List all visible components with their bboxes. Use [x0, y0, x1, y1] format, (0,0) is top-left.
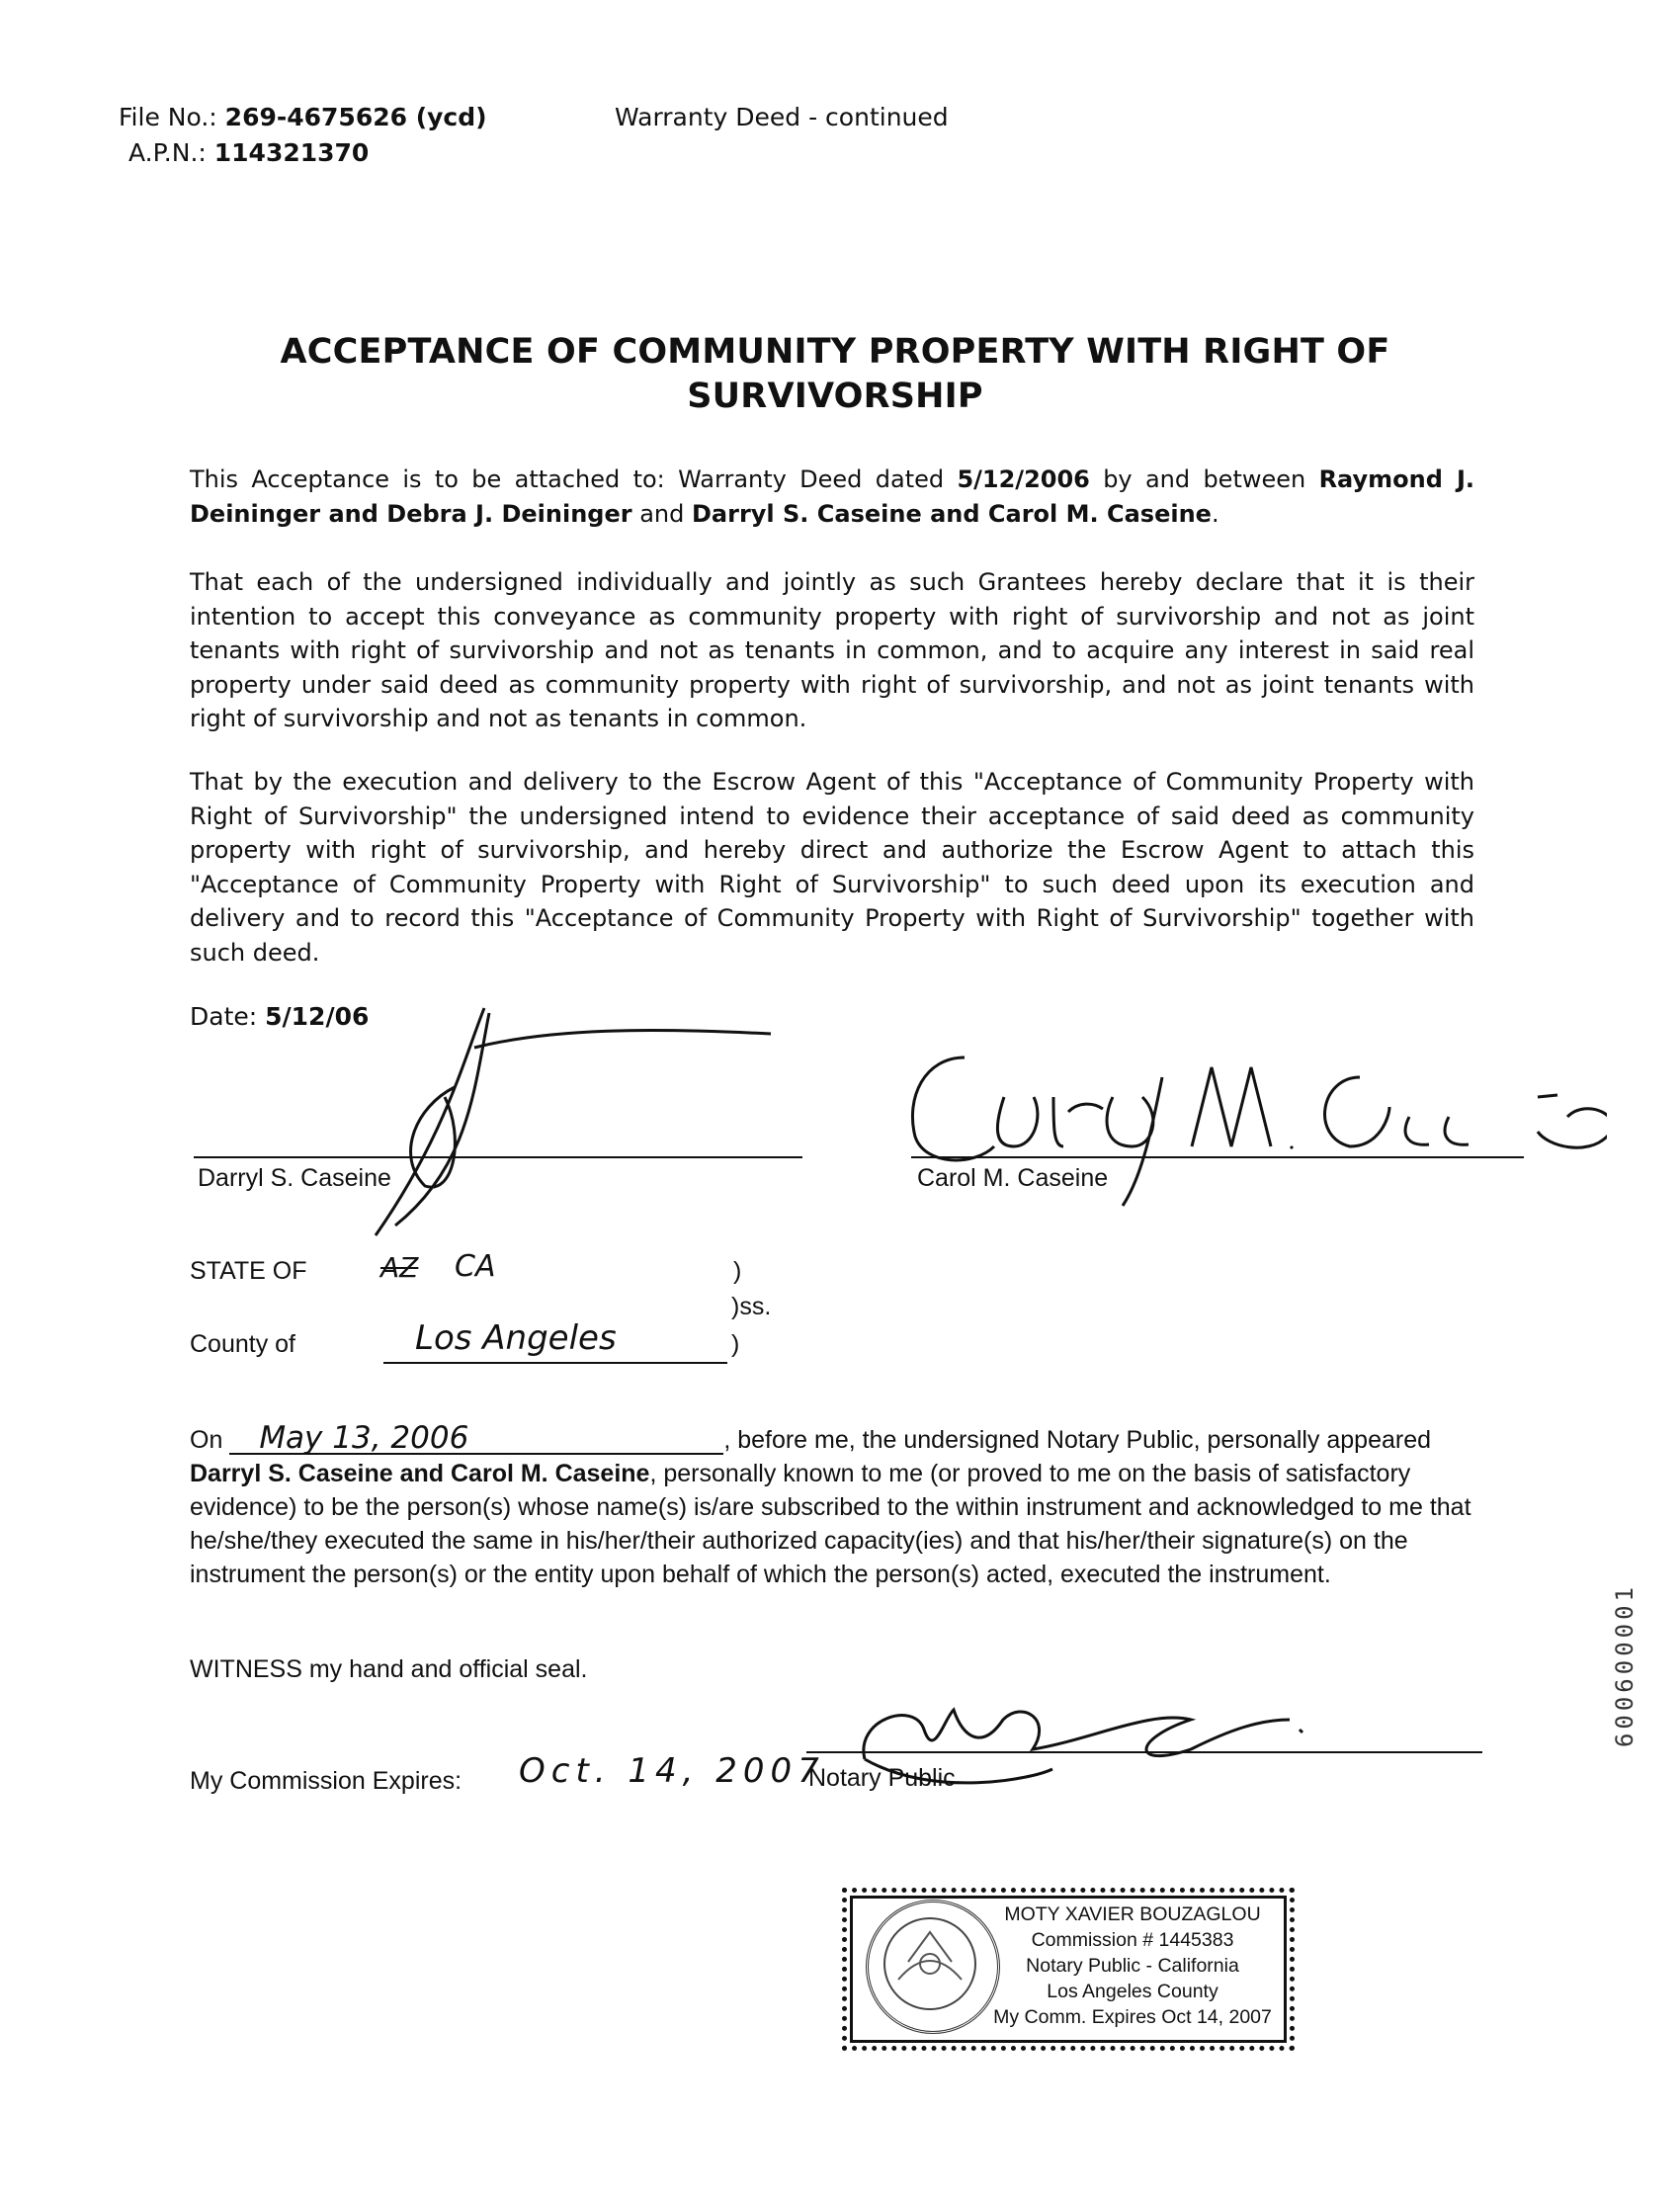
file-number — [119, 101, 487, 134]
ack-date: May 13, 2006 — [229, 1423, 723, 1455]
deed-date: 5/12/2006 — [957, 465, 1090, 493]
attach-text-4: . — [1211, 499, 1219, 528]
state-struck: AZ — [380, 1251, 419, 1284]
apn-value: 114321370 — [213, 138, 370, 167]
stamp-expires: My Comm. Expires Oct 14, 2007 — [993, 2006, 1272, 2028]
county-value: Los Angeles — [415, 1318, 617, 1358]
ack-text-1: , before me, the undersigned Notary Public, personally appeared — [723, 1426, 1432, 1454]
apn-label: A.P.N.: — [128, 138, 207, 167]
date-line — [190, 1002, 369, 1031]
stamp-title: Notary Public - California — [1026, 1955, 1239, 1977]
state-value: CA — [455, 1249, 496, 1284]
witness-text: WITNESS my hand and official seal. — [190, 1655, 588, 1683]
attach-paragraph — [190, 463, 1474, 531]
county-label: County of — [190, 1330, 296, 1358]
acknowledgment — [190, 1420, 1474, 1591]
commission-expires-value: Oct. 14, 2007 — [519, 1751, 825, 1791]
ss-mark: )ss. — [731, 1293, 772, 1320]
state-seal-icon — [866, 1900, 1000, 2034]
paren-2: ) — [731, 1330, 740, 1358]
attach-text-2: by and between — [1089, 465, 1319, 493]
signer-name-left: Darryl S. Caseine — [198, 1164, 391, 1192]
state-label: STATE OF — [190, 1257, 307, 1285]
notary-public-label: Notary Public — [808, 1764, 956, 1792]
signer-name-right: Carol M. Caseine — [917, 1164, 1109, 1192]
apn — [128, 136, 369, 170]
ack-text-2: , personally known to me (or proved to me on the basis of satisfactory evidence) to be the person(s) whose name(s) is/are subscribed to the within instrument and acknowledged to me that he/she/they executed the same in his/her/their authorized capacity(ies) and that his/her/their signature(s) on the instrument the person(s) or the entity upon behalf of which the person(s) acted, executed the instrument. — [190, 1460, 1471, 1588]
county-line — [383, 1362, 727, 1364]
stamp-text — [988, 1902, 1277, 2030]
commission-expires-label: My Commission Expires: — [190, 1767, 462, 1795]
signature-darryl — [356, 998, 791, 1245]
file-no-value: 269-4675626 (ycd) — [224, 103, 487, 131]
date-label: Date: — [190, 1002, 258, 1031]
document-title: ACCEPTANCE OF COMMUNITY PROPERTY WITH RIGHT OF SURVIVORSHIP — [280, 332, 1390, 416]
continued-label: Warranty Deed - continued — [615, 103, 949, 131]
stamp-notary-name: MOTY XAVIER BOUZAGLOU — [1004, 1903, 1261, 1925]
notary-line — [806, 1751, 1482, 1753]
attach-text-1: This Acceptance is to be attached to: Warranty Deed dated — [190, 465, 958, 493]
ack-on: On — [190, 1426, 223, 1454]
grantors: Raymond J. Deininger and Debra J. Deininger — [190, 465, 1475, 528]
escrow-paragraph: That by the execution and delivery to the Escrow Agent of this "Acceptance of Community Property with Right of Survivorship" the undersigned intend to evidence their acceptance of said deed as community property with right of survivorship, and hereby direct and authorize the Escrow Agent to attach this "Acceptance of Community Property with Right of Survivorship" to such deed upon its execution and delivery and to record this "Acceptance of Community Property with Right of Survivorship" together with such deed. — [190, 768, 1474, 967]
recording-number: 600600001 — [1611, 1583, 1638, 1748]
stamp-commission: Commission # 1445383 — [1031, 1929, 1234, 1951]
grantees: Darryl S. Caseine and Carol M. Caseine — [692, 499, 1212, 528]
attach-text-3: and — [631, 499, 692, 528]
date-value: 5/12/06 — [265, 1002, 370, 1031]
paren-1: ) — [733, 1257, 742, 1285]
ack-names: Darryl S. Caseine and Carol M. Caseine — [190, 1460, 650, 1487]
declaration-paragraph: That each of the undersigned individually and jointly as such Grantees hereby declare that it is their intention to accept this conveyance as community property with right of survivorship and not as joint tenants with right of survivorship and not as tenants in common, and to acquire any interest in said real property under said deed as community property with right of survivorship, and not as joint tenants with right of survivorship and not as tenants in common. — [190, 568, 1474, 733]
stamp-county: Los Angeles County — [1047, 1981, 1218, 2002]
signature-carol — [895, 1038, 1607, 1235]
file-no-label: File No.: — [119, 103, 217, 131]
